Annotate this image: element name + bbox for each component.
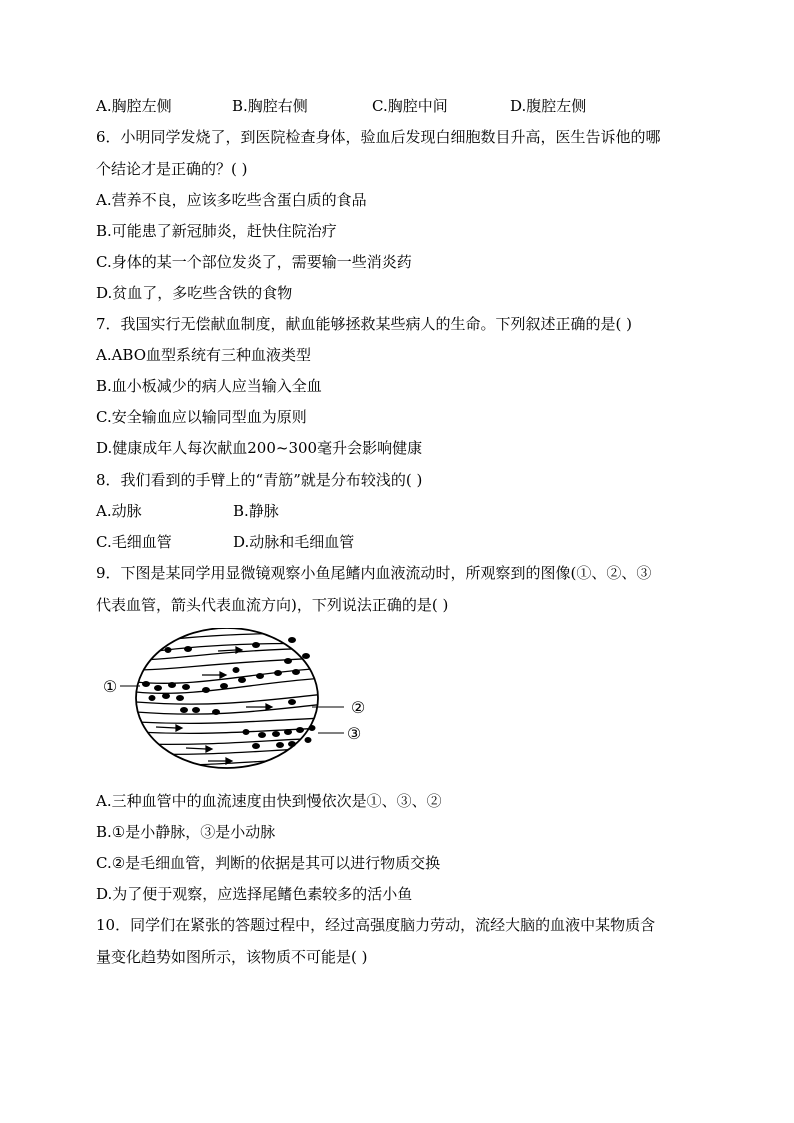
q5-option-c: C.胸腔中间 (372, 97, 448, 115)
q7-option-a: A.ABO血型系统有三种血液类型 (96, 346, 312, 364)
q8-stem: 8．我们看到的手臂上的“青筋”就是分布较浅的( ) (96, 471, 423, 489)
q8-option-b: B.静脉 (233, 502, 279, 520)
q5-options (96, 95, 696, 117)
q5-option-b: B.胸腔右侧 (232, 97, 308, 115)
q6-option-a: A.营养不良，应该多吃些含蛋白质的食品 (96, 191, 367, 209)
q5-option-d: D.腹腔左侧 (510, 97, 587, 115)
q7-stem: 7．我国实行无偿献血制度，献血能够拯救某些病人的生命。下列叙述正确的是( ) (96, 315, 633, 333)
q7-option-b: B.血小板减少的病人应当输入全血 (96, 377, 322, 395)
q8-options-row2 (96, 531, 496, 553)
q8-option-c: C.毛细血管 (96, 533, 172, 551)
figure-label-3: ③ (346, 724, 362, 743)
q8-option-d: D.动脉和毛细血管 (233, 533, 355, 551)
q8-option-a: A.动脉 (96, 502, 142, 520)
blood-vessel-microscope-figure (96, 628, 386, 778)
q9-option-d: D.为了便于观察，应选择尾鳍色素较多的活小鱼 (96, 885, 413, 903)
q5-option-a: A.胸腔左侧 (96, 97, 172, 115)
q7-option-c: C.安全输血应以输同型血为原则 (96, 408, 307, 426)
q6-stem-line1: 6．小明同学发烧了，到医院检查身体，验血后发现白细胞数目升高，医生告诉他的哪 (96, 128, 661, 146)
q6-option-c: C.身体的某一个部位发炎了，需要输一些消炎药 (96, 253, 412, 271)
q9-stem-line2: 代表血管，箭头代表血流方向)，下列说法正确的是( ) (96, 596, 449, 614)
q10-stem-line1: 10．同学们在紧张的答题过程中，经过高强度脑力劳动，流经大脑的血液中某物质含 (96, 916, 656, 934)
q6-option-d: D.贫血了，多吃些含铁的食物 (96, 284, 293, 302)
q6-option-b: B.可能患了新冠肺炎，赶快住院治疗 (96, 222, 337, 240)
q8-options-row1 (96, 500, 496, 522)
figure-label-1: ① (102, 677, 118, 696)
q9-option-c: C.②是毛细血管，判断的依据是其可以进行物质交换 (96, 854, 441, 872)
q9-option-b: B.①是小静脉，③是小动脉 (96, 823, 276, 841)
q6-stem-line2: 个结论才是正确的？( ) (96, 160, 248, 178)
figure-label-2: ② (350, 698, 366, 717)
q9-option-a: A.三种血管中的血流速度由快到慢依次是①、③、② (96, 792, 442, 810)
q10-stem-line2: 量变化趋势如图所示，该物质不可能是( ) (96, 948, 368, 966)
q9-stem-line1: 9．下图是某同学用显微镜观察小鱼尾鳍内血液流动时，所观察到的图像(①、②、③ (96, 564, 652, 582)
q7-option-d: D.健康成年人每次献血200~300毫升会影响健康 (96, 439, 423, 457)
